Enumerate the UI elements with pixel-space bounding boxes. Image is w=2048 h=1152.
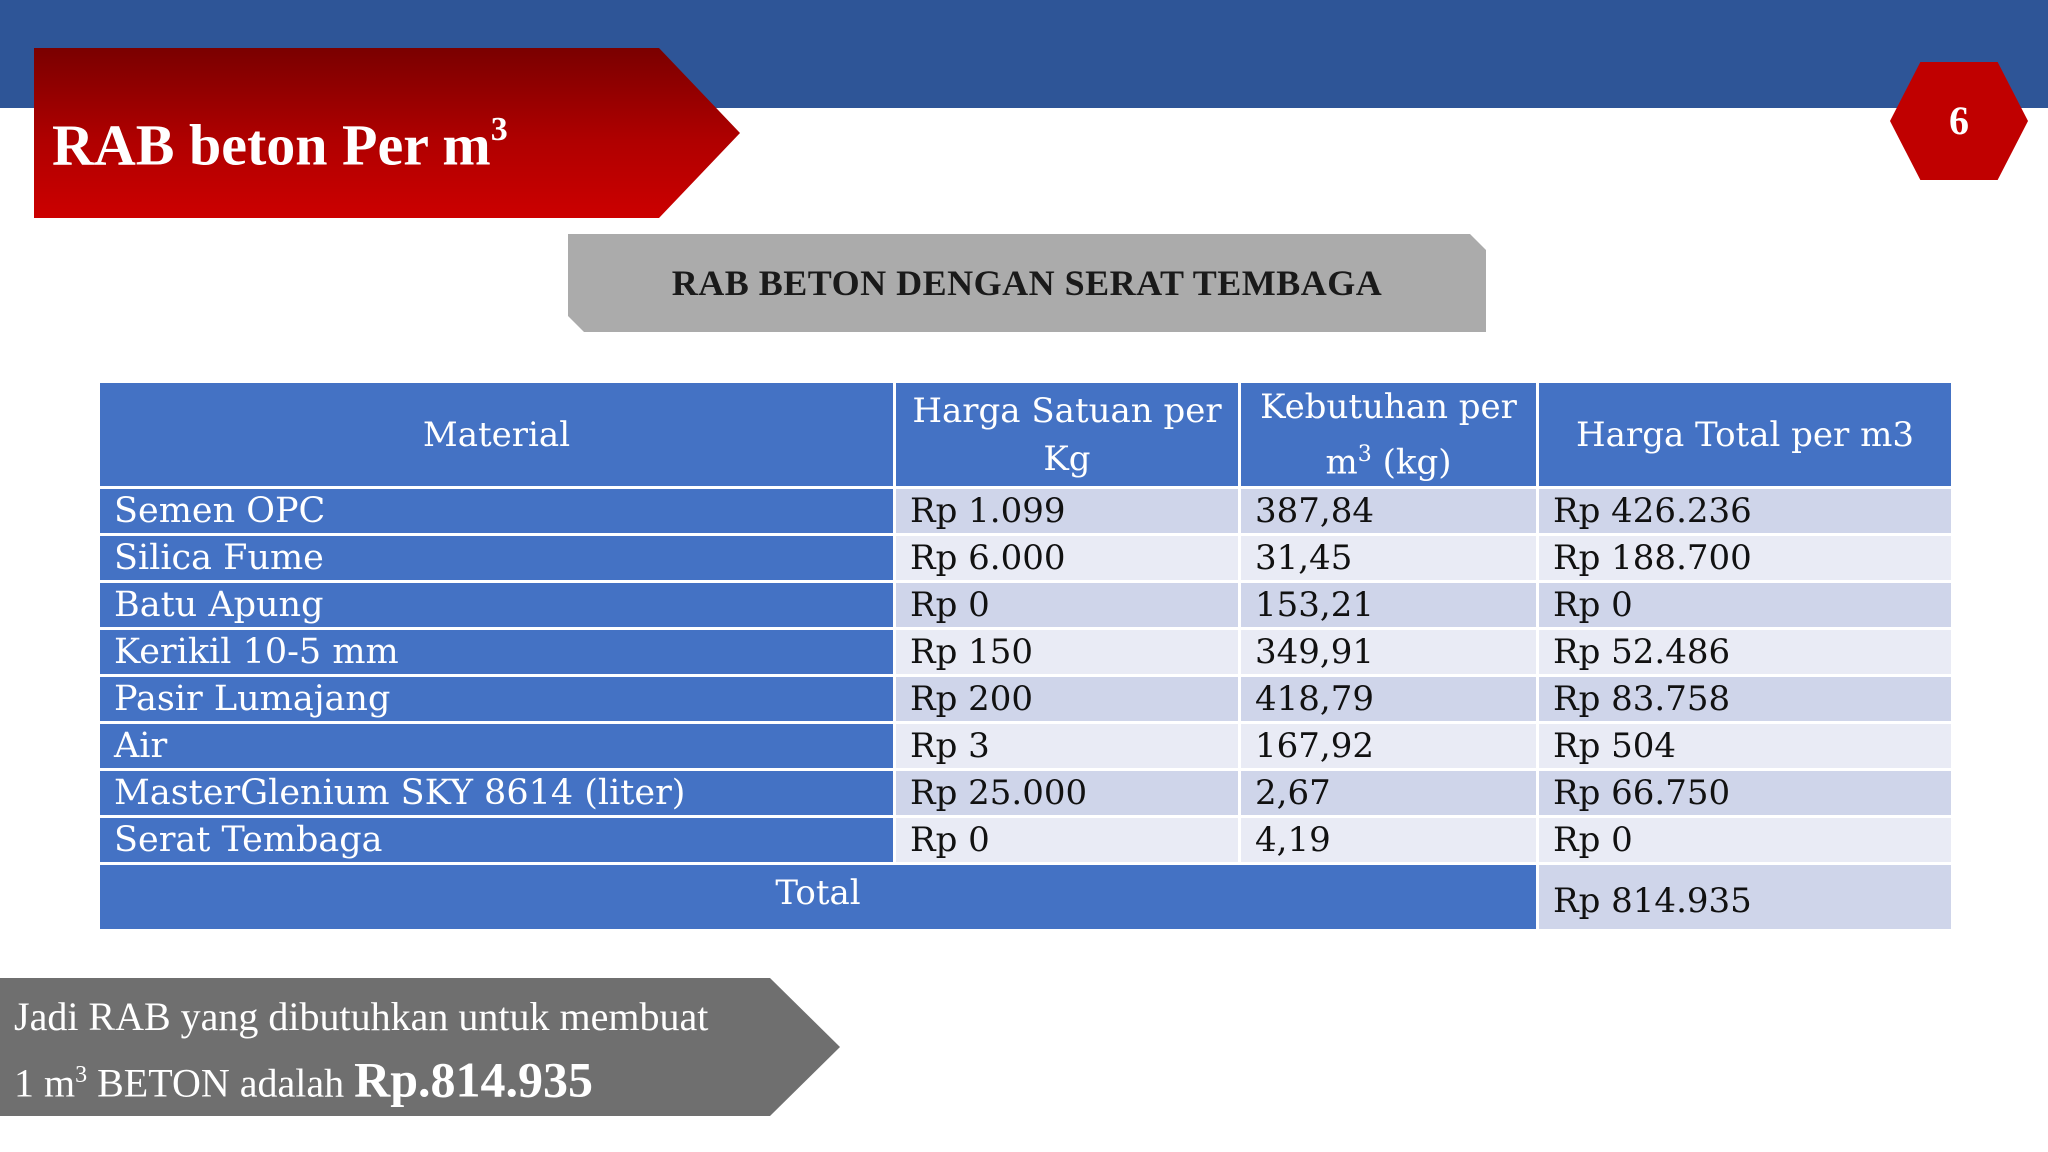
total-cell: Rp 426.236	[1538, 488, 1953, 535]
conclusion-amount: Rp.814.935	[354, 1051, 594, 1108]
material-cell: Serat Tembaga	[99, 817, 895, 864]
need-cell: 31,45	[1240, 535, 1538, 582]
material-cell: Batu Apung	[99, 582, 895, 629]
table-row	[99, 535, 1953, 582]
table-header-row	[99, 382, 1953, 488]
page-number: 6	[1949, 98, 1969, 143]
table-row	[99, 582, 1953, 629]
table-row	[99, 676, 1953, 723]
need-cell: 153,21	[1240, 582, 1538, 629]
need-cell: 387,84	[1240, 488, 1538, 535]
need-cell: 167,92	[1240, 723, 1538, 770]
rab-table	[97, 380, 1954, 932]
table-row	[99, 629, 1953, 676]
total-cell: Rp 83.758	[1538, 676, 1953, 723]
unit-price-cell: Rp 200	[895, 676, 1240, 723]
need-cell: 349,91	[1240, 629, 1538, 676]
material-cell: Kerikil 10-5 mm	[99, 629, 895, 676]
need-cell: 4,19	[1240, 817, 1538, 864]
material-cell: Pasir Lumajang	[99, 676, 895, 723]
unit-price-cell: Rp 3	[895, 723, 1240, 770]
conclusion-line-2: 1 $m^3$ BETON adalah Rp.814.935	[14, 1051, 594, 1108]
unit-price-cell: Rp 25.000	[895, 770, 1240, 817]
material-cell: Semen OPC	[99, 488, 895, 535]
unit-price-cell: Rp 0	[895, 817, 1240, 864]
header-total-per-m3: Harga Total per m3	[1538, 382, 1953, 488]
total-cell: Rp 188.700	[1538, 535, 1953, 582]
total-cell: Rp 0	[1538, 817, 1953, 864]
material-cell: MasterGlenium SKY 8614 (liter)	[99, 770, 895, 817]
total-cell: Rp 0	[1538, 582, 1953, 629]
need-cell: 2,67	[1240, 770, 1538, 817]
total-value: Rp 814.935	[1538, 864, 1953, 931]
total-cell: Rp 52.486	[1538, 629, 1953, 676]
total-label: Total	[99, 864, 1538, 931]
need-cell: 418,79	[1240, 676, 1538, 723]
material-cell: Silica Fume	[99, 535, 895, 582]
unit-price-cell: Rp 150	[895, 629, 1240, 676]
slide-title: RAB beton Per $m^3$	[52, 111, 508, 178]
conclusion-line-1: Jadi RAB yang dibutuhkan untuk membuat	[14, 994, 709, 1039]
table-row	[99, 770, 1953, 817]
title-superscript: 3	[490, 111, 508, 148]
header-unit-price: Harga Satuan per Kg	[895, 382, 1240, 488]
total-cell: Rp 504	[1538, 723, 1953, 770]
table-row	[99, 488, 1953, 535]
table-subtitle: RAB BETON DENGAN SERAT TEMBAGA	[671, 263, 1383, 303]
table-row	[99, 723, 1953, 770]
unit-price-cell: Rp 1.099	[895, 488, 1240, 535]
table-row	[99, 817, 1953, 864]
header-material: Material	[99, 382, 895, 488]
unit-price-cell: Rp 6.000	[895, 535, 1240, 582]
material-cell: Air	[99, 723, 895, 770]
table-total-row	[99, 864, 1953, 931]
header-need-per-m3: Kebutuhan per $m^3$ (kg)	[1240, 382, 1538, 488]
unit-price-cell: Rp 0	[895, 582, 1240, 629]
total-cell: Rp 66.750	[1538, 770, 1953, 817]
